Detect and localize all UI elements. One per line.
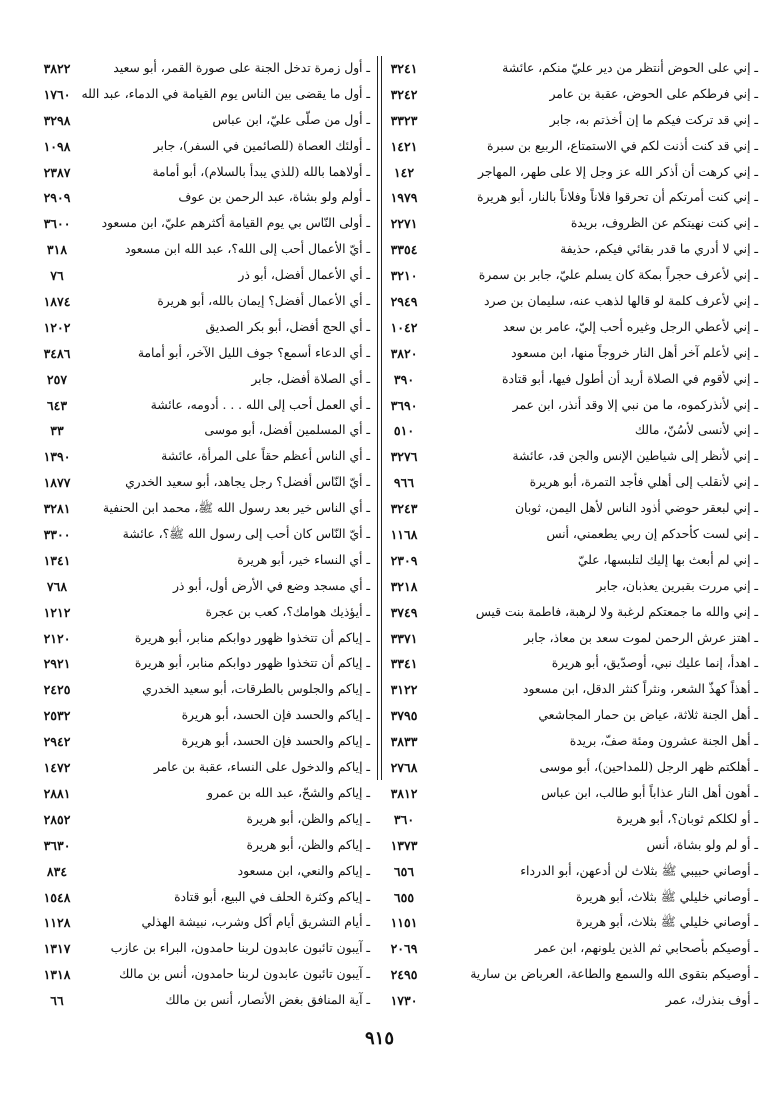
index-entry: [390, 703, 758, 729]
index-entry: [393, 885, 758, 911]
index-entry: [390, 677, 758, 703]
index-entry: [40, 393, 370, 419]
index-entry: [390, 134, 758, 160]
hadith-number: ٣٦٣٠: [43, 837, 71, 853]
index-entry: [390, 522, 758, 548]
hadith-incipit: ـ إياكم والدخول على النساء، عقبة بن عامر: [153, 760, 370, 775]
hadith-incipit: ـ أهل الجنة عشرون ومئة صفّ، بريدة: [569, 734, 758, 749]
hadith-number: ١٧٦٠: [43, 86, 71, 102]
index-entry: [40, 626, 370, 652]
index-entry: [390, 548, 758, 574]
hadith-number: ٢٨٥٢: [43, 811, 71, 827]
hadith-incipit: ـ أي الحج أفضل، أبو بكر الصديق: [205, 319, 370, 334]
hadith-number: ١٤٧٢: [43, 760, 71, 776]
hadith-incipit: ـ أيام التشريق أيام أكل وشرب، نبيشة الهذلي: [141, 915, 370, 930]
hadith-number: ٢٥٧: [46, 371, 68, 387]
left-index-column: [40, 56, 370, 1014]
hadith-number: ١٨٧٤: [43, 294, 71, 310]
hadith-number: ٧٦٨: [46, 578, 68, 594]
index-entry: [40, 600, 370, 626]
hadith-incipit: ـ إني كنت نهيتكم عن الظروف، بريدة: [570, 216, 758, 231]
hadith-number: ٦٥٦: [393, 863, 415, 879]
index-entry: [40, 444, 370, 470]
index-entry: [390, 444, 758, 470]
hadith-number: ٣٣٠٠: [43, 527, 71, 543]
hadith-number: ٣٣٤١: [390, 656, 418, 672]
hadith-incipit: ـ أهل الجنة ثلاثة، عياض بن حمار المجاشعي: [538, 708, 758, 723]
hadith-incipit: ـ أهلكتم ظهر الرجل (للمداحين)، أبو موسى: [539, 760, 758, 775]
index-entry: [40, 962, 370, 988]
index-entry: [40, 237, 370, 263]
index-entry: [40, 160, 370, 186]
index-entry: [393, 470, 758, 496]
hadith-incipit: ـ إياكم والحسد فإن الحسد، أبو هريرة: [181, 734, 370, 749]
hadith-incipit: ـ أيّ النّاس كان أحب إلى رسول الله ﷺ؟، عائشة: [122, 527, 370, 542]
hadith-number: ٨٣٤: [46, 863, 68, 879]
hadith-incipit: ـ أي الدعاء أسمع؟ جوف الليل الآخر، أبو أمامة: [137, 345, 370, 360]
hadith-incipit: ـ آية المنافق بغض الأنصار، أنس بن مالك: [165, 993, 370, 1008]
hadith-number: ٣٢٤٣: [390, 501, 418, 517]
index-entry: [390, 729, 758, 755]
hadith-number: ١٣٩٠: [43, 449, 71, 465]
hadith-incipit: ـ إني فرطكم على الحوض، عقبة بن عامر: [549, 86, 758, 101]
index-entry: [40, 574, 370, 600]
hadith-incipit: ـ إني كنت أمرتكم أن تحرقوا فلاناً وفلاناً بالنار، أبو هريرة: [477, 190, 758, 205]
hadith-incipit: ـ إني لأنقلب إلى أهلي فأجد التمرة، أبو هريرة: [529, 475, 758, 490]
hadith-number: ٢٩٠٩: [43, 190, 71, 206]
hadith-number: ٢٢٧١: [390, 216, 418, 232]
index-entry: [390, 936, 758, 962]
hadith-number: ٣٨١٢: [390, 785, 418, 801]
hadith-incipit: ـ إياكم أن تتخذوا ظهور دوابكم منابر، أبو هريرة: [134, 630, 370, 645]
hadith-incipit: ـ أولم ولو بشاة، عبد الرحمن بن عوف: [178, 190, 370, 205]
hadith-number: ١٢٠٢: [43, 319, 71, 335]
index-entry: [40, 496, 370, 522]
index-entry: [390, 755, 758, 781]
hadith-incipit: ـ أول من صلّى عليّ، ابن عباس: [212, 112, 370, 127]
hadith-incipit: ـ أول زمرة تدخل الجنة على صورة القمر، أبو سعيد: [113, 61, 370, 75]
hadith-number: ١١٦٨: [390, 527, 418, 543]
hadith-incipit: ـ أي العمل أحب إلى الله . . . أدومه، عائشة: [150, 397, 370, 412]
index-entry: [40, 781, 370, 807]
hadith-number: ١١٢٨: [43, 915, 71, 931]
index-entry: [390, 781, 758, 807]
hadith-number: ٣٣٥٤: [390, 242, 418, 258]
hadith-number: ١٠٤٢: [390, 319, 418, 335]
index-entry: [393, 160, 758, 186]
index-entry: [390, 393, 758, 419]
hadith-incipit: ـ أي الأعمال أفضل، أبو ذر: [238, 268, 370, 283]
index-entry: [390, 56, 758, 82]
hadith-incipit: ـ إياكم والنعي، ابن مسعود: [237, 863, 370, 878]
index-entry: [390, 833, 758, 859]
hadith-incipit: ـ أوصاني خليلي ﷺ بثلاث، أبو هريرة: [576, 915, 758, 930]
index-entry: [40, 289, 370, 315]
index-entry: [393, 418, 758, 444]
hadith-number: ٣٦٩٠: [390, 397, 418, 413]
hadith-incipit: ـ أي النساء خير، أبو هريرة: [237, 552, 370, 567]
index-entry: [40, 859, 370, 885]
hadith-incipit: ـ آيبون تائبون عابدون لربنا حامدون، أنس بن مالك: [119, 967, 370, 982]
hadith-number: ٣٦٠: [393, 811, 415, 827]
hadith-incipit: ـ أهون أهل النار عذاباً أبو طالب، ابن عباس: [541, 785, 758, 800]
hadith-incipit: ـ أوصيكم بتقوى الله والسمع والطاعة، العرباض بن سارية: [470, 967, 758, 982]
hadith-incipit: ـ إني لست كأحدكم إن ربي يطعمني، أنس: [546, 527, 758, 542]
hadith-incipit: ـ أوف بنذرك، عمر: [665, 993, 758, 1008]
hadith-number: ٦٦: [50, 993, 64, 1009]
hadith-incipit: ـ أول ما يقضى بين الناس يوم القيامة في الدماء، عبد الله: [81, 86, 370, 101]
hadith-number: ٢٣٠٩: [390, 552, 418, 568]
hadith-number: ١٤٢١: [390, 138, 418, 154]
hadith-incipit: ـ إني كرهت أن أذكر الله عز وجل إلا على طهر، المهاجر: [477, 164, 758, 179]
hadith-number: ٥١٠: [393, 423, 415, 439]
hadith-number: ٢١٢٠: [43, 630, 71, 646]
hadith-number: ١٥٤٨: [43, 889, 71, 905]
index-entry: [393, 367, 758, 393]
hadith-number: ٣٧٩٥: [390, 708, 418, 724]
hadith-number: ٢٤٩٥: [390, 967, 418, 983]
hadith-number: ٢٩٤٢: [43, 734, 71, 750]
index-entry: [390, 962, 758, 988]
hadith-incipit: ـ إياكم والحسد فإن الحسد، أبو هريرة: [181, 708, 370, 723]
index-entry: [40, 108, 370, 134]
index-entry: [390, 988, 758, 1014]
hadith-number: ٣٨٢٢: [43, 61, 71, 76]
hadith-incipit: ـ إني لأنسى لأسُنّ، مالك: [634, 423, 758, 438]
index-entry: [390, 237, 758, 263]
hadith-incipit: ـ إني لأعلم آخر أهل النار خروجاً منها، ابن مسعود: [511, 345, 758, 360]
hadith-incipit: ـ أهذاً كهذّ الشعر، ونثراً كنثر الدقل، ابن مسعود: [522, 682, 758, 697]
index-entry: [40, 677, 370, 703]
hadith-incipit: ـ إني لأقوم في الصلاة أريد أن أطول فيها، أبو قتادة: [502, 371, 758, 386]
index-entry: [40, 470, 370, 496]
index-entry: [40, 418, 370, 444]
hadith-number: ٢٨٨١: [43, 785, 71, 801]
hadith-number: ٣٨٢٠: [390, 345, 418, 361]
hadith-incipit: ـ أي الناس خير بعد رسول الله ﷺ، محمد ابن الحنفية: [102, 501, 370, 516]
index-entry: [40, 185, 370, 211]
hadith-number: ١٢١٢: [43, 604, 71, 620]
hadith-incipit: ـ أيؤذيك هوامك؟، كعب بن عجرة: [205, 604, 370, 619]
column-divider: [381, 56, 382, 780]
page-number: ٩١٥: [364, 1028, 394, 1049]
right-index-column: [390, 56, 758, 1014]
hadith-number: ٣٨٣٣: [390, 734, 418, 750]
index-entry: [40, 82, 370, 108]
hadith-number: ٣٢٩٨: [43, 112, 71, 128]
index-entry: [40, 56, 370, 82]
hadith-number: ١٣٤١: [43, 552, 71, 568]
index-entry: [40, 755, 370, 781]
index-entry: [40, 651, 370, 677]
hadith-incipit: ـ آيبون تائبون عابدون لربنا حامدون، البراء بن عازب: [110, 941, 370, 956]
index-entry: [390, 263, 758, 289]
hadith-number: ٩٦٦: [393, 475, 415, 491]
hadith-incipit: ـ أوصاني حبيبي ﷺ بثلاث لن أدعهن، أبو الدرداء: [520, 863, 758, 878]
index-entry: [390, 574, 758, 600]
hadith-number: ١٠٩٨: [43, 138, 71, 154]
hadith-incipit: ـ إني لأنظر إلى شياطين الإنس والجن قد، عائشة: [512, 449, 758, 464]
index-entry: [390, 211, 758, 237]
column-divider: [377, 56, 378, 780]
hadith-number: ٣٩٠: [393, 371, 415, 387]
hadith-number: ٧٦: [50, 268, 64, 284]
index-entry: [40, 885, 370, 911]
hadith-incipit: ـ إني مررت بقبرين يعذبان، جابر: [596, 578, 758, 593]
index-entry: [40, 263, 370, 289]
hadith-incipit: ـ اهدأ، إنما عليك نبي، أوصدّيق، أبو هريرة: [551, 656, 758, 671]
hadith-number: ١٤٢: [393, 164, 415, 180]
index-entry: [390, 600, 758, 626]
hadith-incipit: ـ أولئك العصاة (للصائمين في السفر)، جابر: [153, 138, 370, 153]
index-entry: [40, 936, 370, 962]
hadith-incipit: ـ إني والله ما جمعتكم لرغبة ولا لرهبة، فاطمة بنت قيس: [475, 604, 758, 619]
index-entry: [390, 496, 758, 522]
hadith-incipit: ـ إني لا أدري ما قدر بقائي فيكم، حذيفة: [560, 242, 758, 257]
index-entry: [40, 703, 370, 729]
hadith-number: ٣٦٠٠: [43, 216, 71, 232]
hadith-incipit: ـ إني لم أبعث بها إليك لتلبسها، عليّ: [577, 552, 758, 567]
hadith-incipit: ـ أيّ النّاس أفضل؟ رجل يجاهد، أبو سعيد الخدري: [125, 475, 370, 490]
hadith-incipit: ـ أولاهما بالله (للذي يبدأ بالسلام)، أبو أمامة: [152, 164, 370, 179]
index-entry: [40, 548, 370, 574]
index-entry: [40, 910, 370, 936]
hadith-number: ١٣١٨: [43, 967, 71, 983]
index-entry: [40, 729, 370, 755]
hadith-number: ٢٩٢١: [43, 656, 71, 672]
hadith-number: ٣٢١٨: [390, 578, 418, 594]
hadith-number: ١٩٧٩: [390, 190, 418, 206]
hadith-number: ٣٣٧١: [390, 630, 418, 646]
index-entry: [390, 910, 758, 936]
hadith-incipit: ـ أيّ الأعمال أحب إلى الله؟، عبد الله ابن مسعود: [124, 242, 370, 257]
hadith-number: ٢٣٨٧: [43, 164, 71, 180]
hadith-number: ١٨٧٧: [43, 475, 71, 491]
hadith-number: ٢٤٢٥: [43, 682, 71, 698]
hadith-number: ٣٧٤٩: [390, 604, 418, 620]
hadith-incipit: ـ إني قد كنت أذنت لكم في الاستمتاع، الربيع بن سبرة: [487, 138, 758, 153]
index-entry: [390, 315, 758, 341]
hadith-number: ٢٩٤٩: [390, 294, 418, 310]
index-entry: [40, 988, 370, 1014]
index-entry: [390, 626, 758, 652]
index-entry: [390, 82, 758, 108]
index-entry: [40, 807, 370, 833]
hadith-incipit: ـ أي الناس أعظم حقاً على المرأة، عائشة: [161, 449, 370, 464]
hadith-incipit: ـ أي مسجد وضع في الأرض أول، أبو ذر: [172, 578, 370, 593]
hadith-incipit: ـ أي الصلاة أفضل، جابر: [251, 371, 370, 386]
hadith-number: ٣٣: [50, 423, 64, 439]
hadith-incipit: ـ أي المسلمين أفضل، أبو موسى: [204, 423, 370, 438]
index-entry: [40, 134, 370, 160]
index-entry: [40, 833, 370, 859]
hadith-number: ٣٢٧٦: [390, 449, 418, 465]
hadith-number: ٦٥٥: [393, 889, 415, 905]
hadith-number: ٣٢٤٢: [390, 86, 418, 102]
index-entry: [390, 341, 758, 367]
hadith-number: ٣٤٨٦: [43, 345, 71, 361]
hadith-number: ١١٥١: [390, 915, 418, 931]
hadith-incipit: ـ إني لأعرف كلمة لو قالها لذهب عنه، سليمان بن صرد: [483, 294, 758, 309]
hadith-number: ٣٢٨١: [43, 501, 71, 517]
index-entry: [393, 807, 758, 833]
hadith-number: ٣٢١٠: [390, 268, 418, 284]
hadith-number: ٢٠٦٩: [390, 941, 418, 957]
index-entry: [40, 522, 370, 548]
index-entry: [40, 367, 370, 393]
hadith-number: ٢٥٣٢: [43, 708, 71, 724]
hadith-incipit: ـ إني لأعرف حجراً بمكة كان يسلم عليّ، جابر بن سمرة: [478, 268, 758, 283]
hadith-incipit: ـ أو لكلكم ثوبان؟، أبو هريرة: [616, 811, 758, 826]
index-entry: [390, 185, 758, 211]
hadith-number: ٢٧٦٨: [390, 760, 418, 776]
hadith-incipit: ـ إياكم والظن، أبو هريرة: [246, 837, 370, 852]
hadith-incipit: ـ إياكم أن تتخذوا ظهور دوابكم منابر، أبو هريرة: [134, 656, 370, 671]
index-entry: [393, 859, 758, 885]
hadith-number: ١٣١٧: [43, 941, 71, 957]
hadith-number: ٣٣٢٣: [390, 112, 418, 128]
hadith-number: ٣٢٤١: [390, 61, 418, 76]
hadith-incipit: ـ أوصيكم بأصحابي ثم الذين يلونهم، ابن عمر: [535, 941, 758, 956]
hadith-incipit: ـ إياكم وكثرة الحلف في البيع، أبو قتادة: [174, 889, 370, 904]
hadith-number: ٣١٨: [46, 242, 68, 258]
index-entry: [390, 289, 758, 315]
hadith-incipit: ـ أو لم ولو بشاة، أنس: [646, 837, 758, 852]
hadith-number: ١٧٣٠: [390, 993, 418, 1009]
hadith-incipit: ـ أولى النّاس بي يوم القيامة أكثرهم عليّ، ابن مسعود: [101, 216, 370, 231]
hadith-number: ١٣٧٣: [390, 837, 418, 853]
hadith-incipit: ـ إياكم والظن، أبو هريرة: [246, 811, 370, 826]
hadith-incipit: ـ إني لأنذركموه، ما من نبي إلا وقد أنذر، ابن عمر: [512, 397, 758, 412]
index-entry: [40, 315, 370, 341]
index-entry: [390, 108, 758, 134]
index-entry: [390, 651, 758, 677]
hadith-number: ٣١٢٢: [390, 682, 418, 698]
hadith-incipit: ـ اهتز عرش الرحمن لموت سعد بن معاذ، جابر: [524, 630, 758, 645]
hadith-incipit: ـ إني لأعطي الرجل وغيره أحب إليّ، عامر بن سعد: [502, 319, 758, 334]
hadith-incipit: ـ إني على الحوض أنتظر من دير عليّ منكم، عائشة: [502, 61, 758, 75]
hadith-incipit: ـ أوصاني خليلي ﷺ بثلاث، أبو هريرة: [576, 889, 758, 904]
hadith-incipit: ـ إني لبعقر حوضي أذود الناس لأهل اليمن، ثوبان: [514, 501, 758, 516]
hadith-incipit: ـ إياكم والشحّ، عبد الله بن عمرو: [207, 785, 370, 800]
index-entry: [40, 211, 370, 237]
hadith-incipit: ـ إني قد تركت فيكم ما إن أخذتم به، جابر: [549, 112, 758, 127]
hadith-incipit: ـ إياكم والجلوس بالطرقات، أبو سعيد الخدري: [142, 682, 370, 697]
hadith-number: ٦٤٣: [46, 397, 68, 413]
hadith-incipit: ـ أي الأعمال أفضل؟ إيمان بالله، أبو هريرة: [157, 294, 370, 309]
index-entry: [40, 341, 370, 367]
